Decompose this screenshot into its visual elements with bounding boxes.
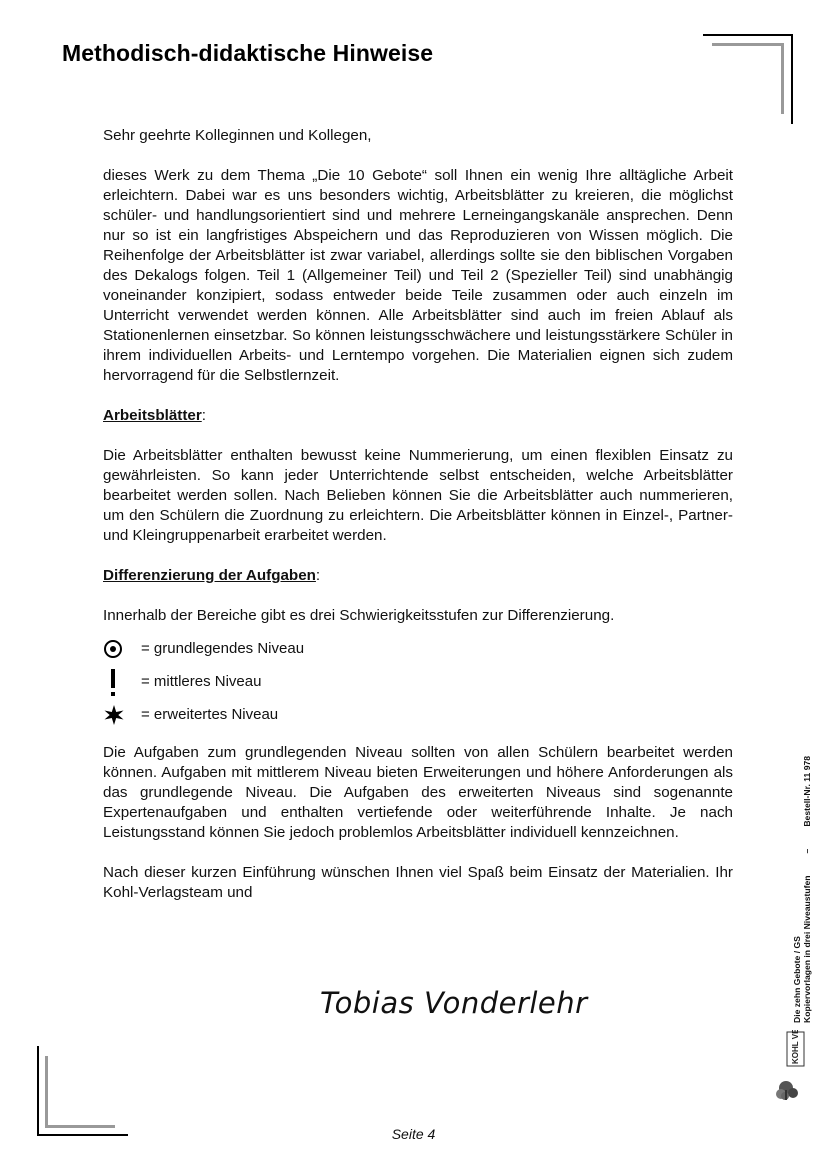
differentiation-heading-text: Differenzierung der Aufgaben: [103, 567, 316, 584]
page-title: Methodisch-didaktische Hinweise: [62, 40, 434, 66]
exclamation-icon: [103, 667, 141, 697]
corner-decoration-line: [781, 43, 784, 114]
corner-decoration-line: [703, 34, 793, 36]
star-icon: [103, 704, 141, 726]
level-row-advanced: [103, 698, 733, 731]
level-row-medium: [103, 665, 733, 698]
page-number: Seite 4: [391, 1126, 436, 1142]
side-title: Die zehn Gebote / GS: [792, 936, 802, 1023]
differentiation-heading: Differenzierung der Aufgaben:: [103, 567, 321, 584]
circle-dot-icon: [103, 639, 141, 659]
level-label: = grundlegendes Niveau: [141, 639, 305, 657]
level-label: = erweitertes Niveau: [141, 705, 279, 723]
closing-paragraph: Nach dieser kurzen Einführung wünschen Ihnen viel Spaß beim Einsatz der Materialien. Ihr Kohl-Verlagsteam und: [103, 864, 733, 901]
corner-decoration-line: [45, 1056, 48, 1127]
publisher-logo: [774, 1030, 806, 1102]
level-label: = mittleres Niveau: [141, 672, 262, 690]
letter-body: [103, 126, 733, 903]
corner-decoration-line: [791, 34, 793, 124]
corner-decoration-line: [37, 1046, 39, 1136]
corner-decoration-line: [712, 43, 783, 46]
levels-paragraph: Die Aufgaben zum grundlegenden Niveau sollten von allen Schülern bearbeitet werden können. Aufgaben mit mittlerem Niveau bieten Erweiterungen und höhere Anforderungen als das grundlegende Niveau. Die Aufgaben des erweiterten Niveaus sind sogenannte Expertenaufgaben und enthalten vertiefende oder weiterführende Inhalte. Je nach Leistungsstand können Sie jedoch problemlos Arbeitsblätter individuell kennzeichnen.: [103, 744, 733, 841]
level-row-basic: [103, 632, 733, 665]
worksheets-heading: Arbeitsblätter:: [103, 407, 206, 424]
intro-paragraph: dieses Werk zu dem Thema „Die 10 Gebote“ soll Ihnen ein wenig Ihre alltägliche Arbeit erleichtern. Dabei war es uns besonders wichtig, Arbeitsblätter zu kreieren, die möglichst schüler- und handlungsorientiert sind und mehrere Lerneingangskanäle ansprechen. Denn nur so ist ein langfristiges Abspeichern und das Reproduzieren von Wissen möglich. Die Reihenfolge der Arbeitsblätter ist zwar variabel, allerdings sollte sie den biblischen Vorgaben des Dekalogs folgen. Teil 1 (Allgemeiner Teil) und Teil 2 (Spezieller Teil) sind unabhängig voneinander konzipiert, sodass entweder beide Teile zusammen oder auch einzeln im Unterricht verwendet werden können. Alle Arbeitsblätter sind auch im freien Ablauf als Stationenlernen einsetzbar. So können leistungsschwächere und leistungsstärkere Schüler in ihrem individuellen Arbeits- und Lerntempo vorgehen. Die Materialien eignen sich zudem hervorragend für die Selbstlernzeit.: [103, 167, 733, 384]
differentiation-intro: Innerhalb der Bereiche gibt es drei Schwierigkeitsstufen zur Differenzierung.: [103, 607, 615, 624]
worksheets-heading-text: Arbeitsblätter: [103, 407, 202, 424]
side-subtitle: Kopiervorlagen in drei Niveaustufen–Bestell-Nr. 11 978: [802, 755, 812, 1023]
author-signature: Tobias Vonderlehr: [320, 986, 588, 1020]
greeting: Sehr geehrte Kolleginnen und Kollegen,: [103, 127, 372, 144]
side-publication-info: [792, 756, 812, 1023]
logo-text: KOHL VERLAG: [791, 1030, 800, 1064]
worksheets-paragraph: Die Arbeitsblätter enthalten bewusst keine Nummerierung, um einen flexiblen Einsatz zu gewährleisten. So kann jeder Unterrichtende selbst entscheiden, welche Arbeitsblätter bearbeitet werden sollen. Nach Belieben können Sie die Arbeitsblätter auch nummerieren, um den Schülern die Zuordnung zu erleichtern. Die Arbeitsblätter können in Einzel-, Partner- und Kleingruppenarbeit erarbeitet werden.: [103, 447, 733, 544]
